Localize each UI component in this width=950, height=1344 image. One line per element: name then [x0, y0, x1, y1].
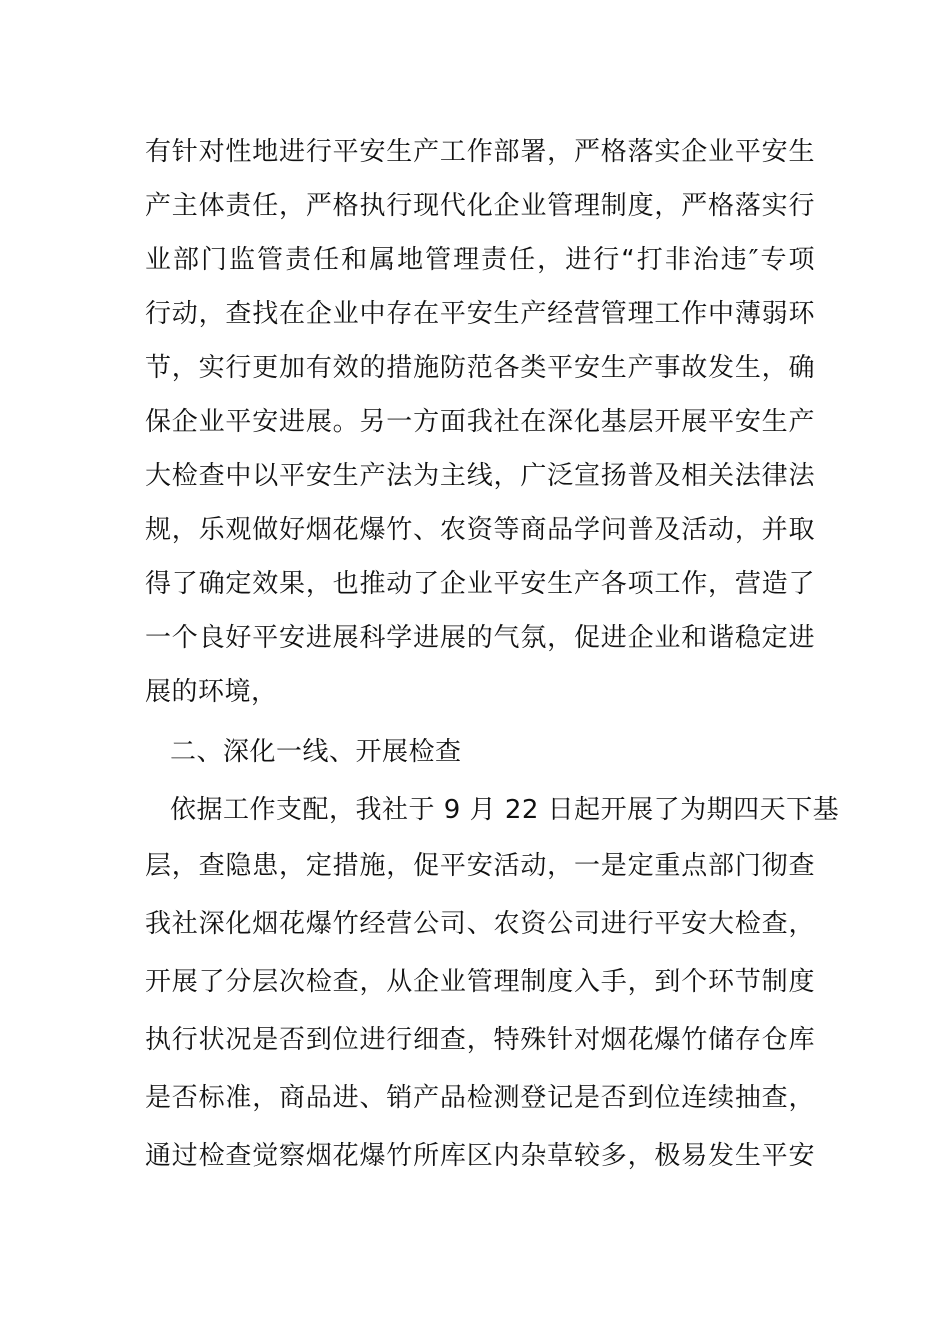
text-line: 大检查中以平安生产法为主线，广泛宣扬普及相关法律法	[145, 461, 815, 491]
text-line: 执行状况是否到位进行细查，特殊针对烟花爆竹储存仓库	[145, 1025, 815, 1055]
text-line: 保企业平安进展。另一方面我社在深化基层开展平安生产	[145, 407, 815, 437]
text-line: 业部门监管责任和属地管理责任，进行“打非治违″专项	[145, 245, 815, 275]
text-line: 有针对性地进行平安生产工作部署，严格落实企业平安生	[145, 137, 815, 167]
text-line: 规，乐观做好烟花爆竹、农资等商品学问普及活动，并取	[145, 515, 815, 545]
text-line: 是否标准，商品进、销产品检测登记是否到位连续抽查，	[145, 1083, 815, 1113]
text-line: 节，实行更加有效的措施防范各类平安生产事故发生，确	[145, 353, 815, 383]
text-line: 得了确定效果，也推动了企业平安生产各项工作，营造了	[145, 569, 815, 599]
text-line: 依据工作支配，我社于 9 月 22 日起开展了为期四天下基	[170, 795, 840, 825]
text-line: 产主体责任，严格执行现代化企业管理制度，严格落实行	[145, 191, 815, 221]
text-line: 通过检查觉察烟花爆竹所库区内杂草较多，极易发生平安	[145, 1141, 815, 1171]
text-line: 层，查隐患，定措施，促平安活动，一是定重点部门彻查	[145, 851, 815, 881]
text-line: 我社深化烟花爆竹经营公司、农资公司进行平安大检查，	[145, 909, 815, 939]
text-line: 展的环境，	[145, 677, 278, 707]
section-heading: 二、深化一线、开展检查	[170, 737, 462, 767]
text-line: 一个良好平安进展科学进展的气氛，促进企业和谐稳定进	[145, 623, 815, 653]
text-line: 开展了分层次检查，从企业管理制度入手，到个环节制度	[145, 967, 815, 997]
text-line: 行动，查找在企业中存在平安生产经营管理工作中薄弱环	[145, 299, 815, 329]
